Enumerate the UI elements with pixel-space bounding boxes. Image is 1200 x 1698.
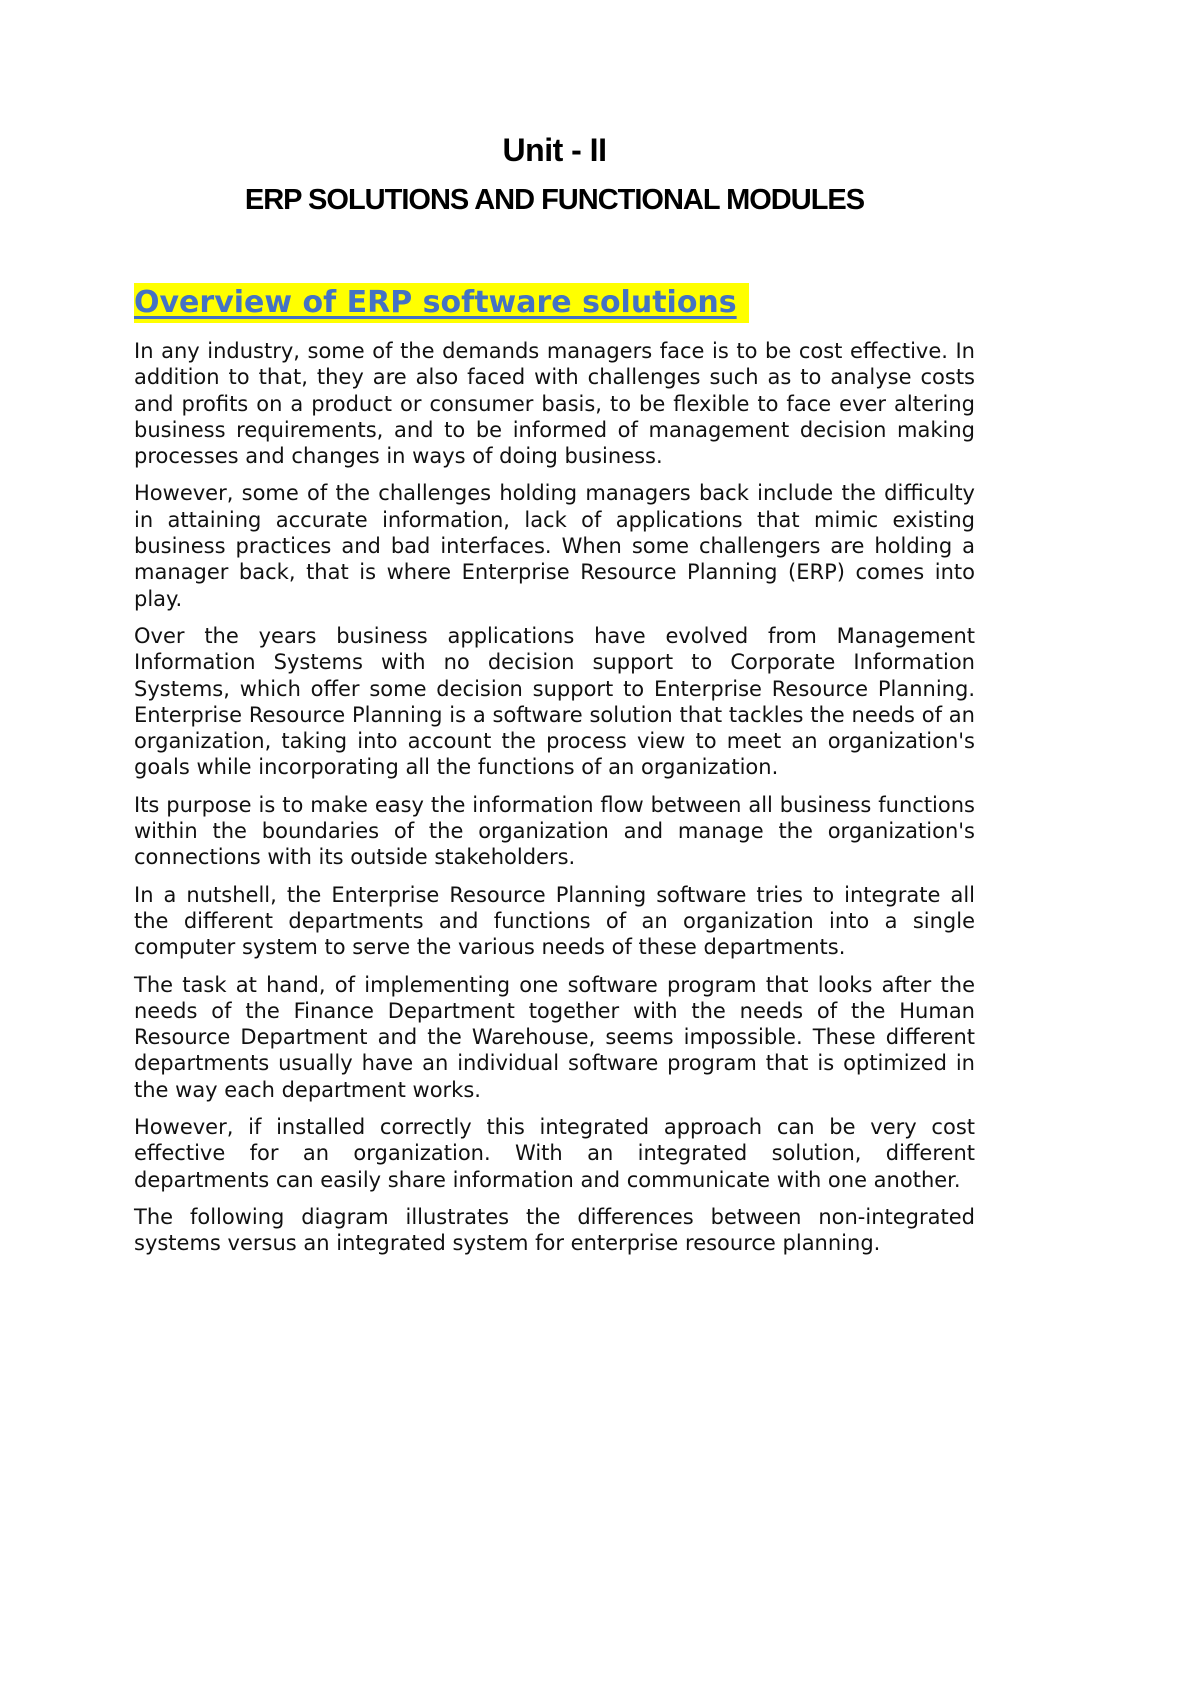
- paragraph: However, if installed correctly this integrated approach can be very cost effective for an organization. With an integrated solution, different departments can easily share information and communicate with one another.: [134, 1115, 975, 1192]
- paragraph: In a nutshell, the Enterprise Resource Planning software tries to integrate all the different departments and functions of an organization into a single computer system to serve the various needs of these departments.: [134, 882, 975, 960]
- paragraph: Its purpose is to make easy the information flow between all business functions within the boundaries of the organization and manage the organization's connections with its outside stakeholders.: [134, 792, 975, 870]
- section-heading: Overview of ERP software solutions: [134, 283, 749, 323]
- body-text: [134, 338, 975, 1268]
- paragraph: The following diagram illustrates the differences between non-integrated systems versus an integrated system for enterprise resource planning.: [134, 1204, 975, 1256]
- paragraph: However, some of the challenges holding managers back include the difficulty in attaining accurate information, lack of applications that mimic existing business practices and bad interfaces. When some challengers are holding a manager back, that is where Enterprise Resource Planning (ERP) comes into play.: [134, 481, 975, 611]
- unit-title: Unit - II: [502, 132, 607, 168]
- paragraph: The task at hand, of implementing one software program that looks after the needs of the Finance Department together with the needs of the Human Resource Department and the Warehouse, seems impossible. These different departments usually have an individual software program that is optimized in the way each department works.: [134, 972, 975, 1102]
- document-subtitle: ERP SOLUTIONS AND FUNCTIONAL MODULES: [244, 184, 865, 216]
- paragraph: Over the years business applications have evolved from Management Information Systems with no decision support to Corporate Information Systems, which offer some decision support to Enterprise Resource Planning. Enterprise Resource Planning is a software solution that tackles the needs of an organization, taking into account the process view to meet an organization's goals while incorporating all the functions of an organization.: [134, 623, 975, 780]
- paragraph: In any industry, some of the demands managers face is to be cost effective. In addition to that, they are also faced with challenges such as to analyse costs and profits on a product or consumer basis, to be flexible to face ever altering business requirements, and to be informed of management decision making processes and changes in ways of doing business.: [134, 339, 975, 469]
